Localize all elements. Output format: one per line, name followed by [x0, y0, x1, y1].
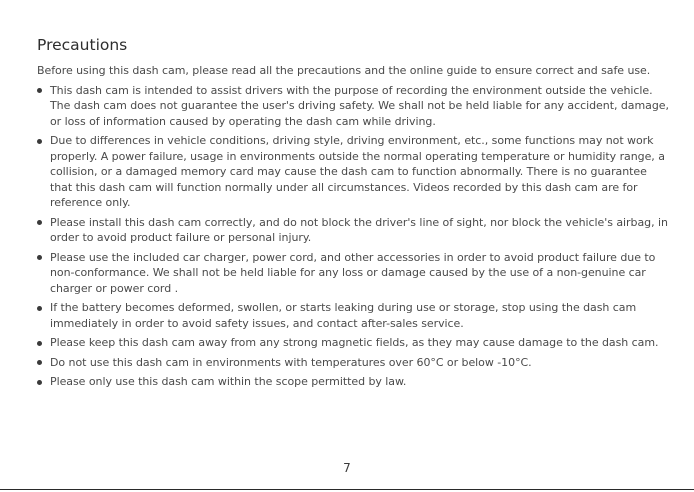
list-item-text: Please keep this dash cam away from any strong magnetic fields, as they may cause damage to the dash cam.: [50, 336, 659, 349]
page-title: Precautions: [37, 36, 128, 54]
list-item: [37, 215, 669, 246]
list-item: [37, 300, 669, 331]
bullet-icon: [37, 220, 42, 225]
precautions-page: [37, 34, 669, 394]
list-item: [37, 250, 669, 297]
list-item: [37, 335, 669, 351]
bullet-icon: [37, 380, 42, 385]
list-item: [37, 374, 669, 390]
list-item-text: Due to differences in vehicle conditions, driving style, driving environment, etc., some functions may not work properly. A power failure, usage in environments outside the normal operating temperature or humidity range, a collision, or a damaged memory card may cause the dash cam to function abnormally. There is no guarantee that this dash cam will function normally under all circumstances. Videos recorded by this dash cam are for reference only.: [50, 134, 665, 209]
list-item-text: Do not use this dash cam in environments with temperatures over 60°C or below -10°C.: [50, 355, 532, 369]
bullet-icon: [37, 255, 42, 260]
precautions-list: [37, 83, 669, 390]
bullet-icon: [37, 88, 42, 93]
list-item-text: This dash cam is intended to assist drivers with the purpose of recording the environment outside the vehicle. The dash cam does not guarantee the user's driving safety. We shall not be held liable for any accident, damage, or loss of information caused by operating the dash cam while driving.: [50, 83, 669, 128]
bullet-icon: [37, 306, 42, 311]
intro-text: Before using this dash cam, please read all the precautions and the online guide to ensure correct and safe use.: [37, 64, 651, 77]
list-item-text: Please only use this dash cam within the scope permitted by law.: [50, 375, 407, 388]
list-item: [37, 133, 669, 211]
page-number: 7: [343, 461, 351, 475]
bullet-icon: [37, 341, 42, 346]
list-item: [37, 83, 669, 130]
bullet-icon: [37, 139, 42, 144]
list-item: [37, 355, 669, 371]
list-item-text: Please install this dash cam correctly, and do not block the driver's line of sight, nor block the vehicle's airbag, in order to avoid product failure or personal injury.: [50, 215, 668, 244]
list-item-text: If the battery becomes deformed, swollen, or starts leaking during use or storage, stop using the dash cam immediately in order to avoid safety issues, and contact after-sales service.: [50, 301, 637, 330]
bullet-icon: [37, 360, 42, 365]
bottom-divider: [0, 489, 694, 490]
list-item-text: Please use the included car charger, power cord, and other accessories in order to avoid product failure due to non-conformance. We shall not be held liable for any loss or damage caused by the use of a non-genuine car charger or power cord .: [50, 250, 656, 295]
